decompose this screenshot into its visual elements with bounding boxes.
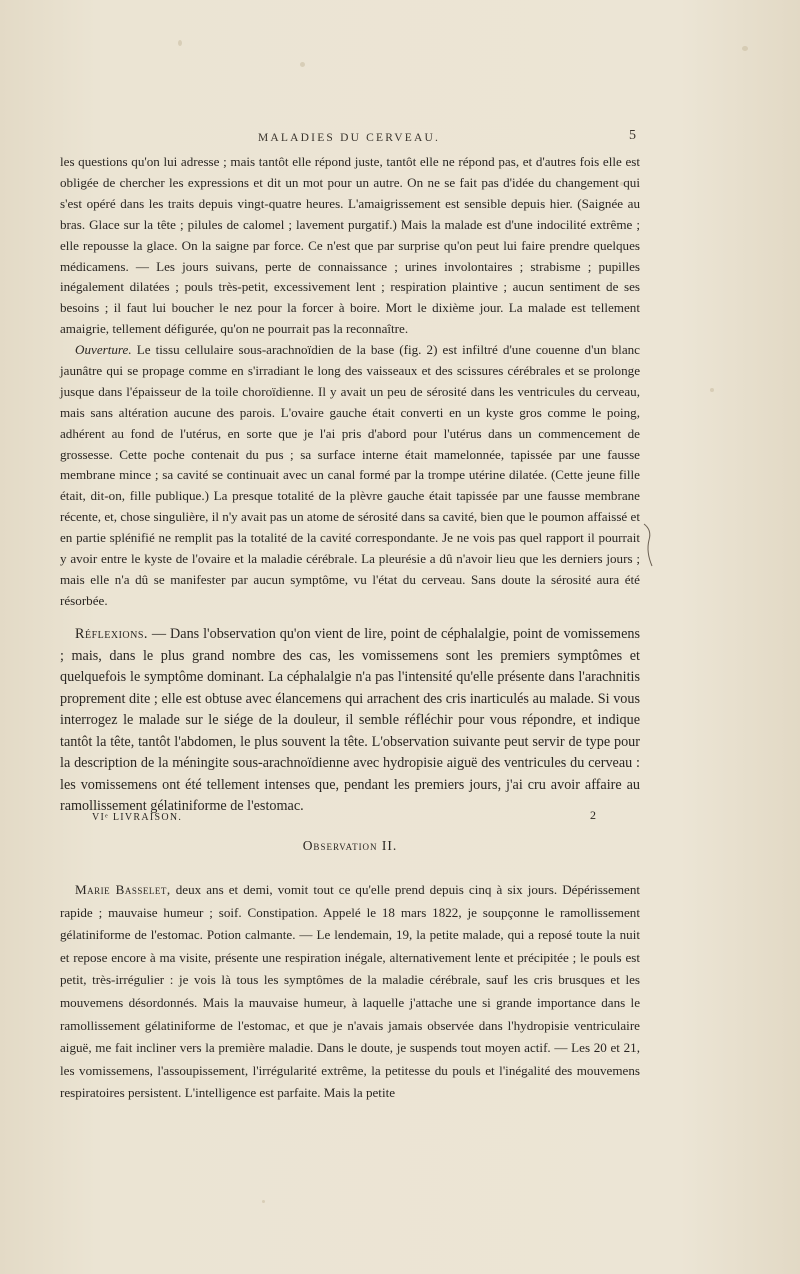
autopsy-text: Le tissu cellulaire sous-arachnoïdien de la base (fig. 2) est infiltré d'une couenne d'un blanc jaunâtre qui se propage comme en s'irradiant le long des vaisseaux et des scissures cérébrales et se prolonge jusque dans l'épaisseur de la toile choroïdienne. Il y avait un peu de sérosité dans les ventricules du cerveau, mais sans altération aucune des parois. L'ovaire gauche était converti en un kyste gros comme le poing, adhérent au fond de l'utérus, en sorte que je l'ai pris d'abord pour l'utérus dans un commencement de grossesse. Cette poche contenait du pus ; sa surface interne était mamelonnée, tapissée par une fausse membrane mince ; sa cavité se continuait avec un canal formé par la trompe utérine dilatée. (Cette jeune fille était, dit-on, fille publique.) La presque totalité de la plèvre gauche était tapissée par une fausse membrane récente, et, chose singulière, il n'y avait pas un atome de sérosité dans sa cavité, bien que le poumon affaissé et en partie splénifié ne remplit pas la totalité de la cavité correspondante. Je ne vois pas quel rapport il pourrait y avoir entre le kyste de l'ovaire et la maladie cérébrale. La pleurésie a dû n'avoir lieu que les derniers jours ; mais elle n'a dû se manifester par aucun symptôme, vu l'état du cerveau. Sans doute la sérosité aura été résorbée. <box>60 342 640 608</box>
paragraph-observation-two <box>60 879 640 1105</box>
page-number: 5 <box>629 128 636 143</box>
margin-bracket-mark <box>642 522 656 568</box>
reflections-text: — Dans l'observation qu'on vient de lire, point de céphalalgie, point de vomissemens ; mais, dans le plus grand nombre des cas, les vomissemens sont les premiers symptômes et quelquefois le symptôme dominant. La céphalalgie n'a pas l'intensité qu'elle présente dans l'arachnitis proprement dite ; elle est obtuse avec élancemens qui arrachent des cris inarticulés au malade. Si vous interrogez le malade sur le siége de la douleur, il semble réfléchir pour vous répondre, et indique tantôt la tête, tantôt l'abdomen, le plus souvent la tête. L'observation suivante peut servir de type pour la description de la méningite sous-arachnoïdienne avec hydropisie aiguë des ventricules du cerveau : les vomissemens ont été tellement intenses que, pendant les premiers jours, j'ai cru avoir affaire au ramollissement gélatiniforme de l'estomac. <box>60 626 640 814</box>
running-title: MALADIES DU CERVEAU. <box>258 132 441 144</box>
section-title: Observation II. <box>302 838 398 853</box>
paragraph-autopsy <box>60 340 640 612</box>
page-header <box>0 128 800 152</box>
paper-spot <box>742 46 748 51</box>
signature-mark: 2 <box>590 808 596 822</box>
patient-name: Marie Basselet, <box>75 882 171 897</box>
signature-line: VIᵉ LIVRAISON. <box>92 812 183 823</box>
paper-spot <box>300 62 305 67</box>
observation-two-text: deux ans et demi, vomit tout ce qu'elle prend depuis cinq à six jours. Dépérissement rapide ; mauvaise humeur ; soif. Constipation. Appelé le 18 mars 1822, je soupçonne le ramollissement gélatiniforme de l'estomac. Potion calmante. — Le lendemain, 19, la petite malade, qui a reposé toute la nuit et repose encore à ma visite, présente une respiration inégale, alternativement lente et précipitée ; le pouls est petit, très-irrégulier : je vois là tous les symptômes de la maladie cérébrale, sauf les cris brusques et les mouvemens désordonnés. Mais la mauvaise humeur, à laquelle j'attache une si grande importance dans le ramollissement gélatiniforme de l'estomac, et que je n'avais jamais observée dans l'hydropisie ventriculaire aiguë, me fait incliner vers la première maladie. Dans le doute, je suspends tout moyen actif. — Les 20 et 21, les vomissemens, l'assoupissement, l'irrégularité extrême, la petitesse du pouls et l'inégalité des mouvemens respiratoires persistent. L'intelligence est parfaite. Mais la petite <box>60 882 641 1101</box>
paragraph-reflections <box>60 624 640 818</box>
reflections-label: Réflexions. <box>75 626 148 642</box>
paragraph-case-continuation: les questions qu'on lui adresse ; mais tantôt elle répond juste, tantôt elle ne répond pas, et d'autres fois elle est obligée de chercher les expressions et dit un mot pour un autre. On ne se fait pas d'idée du changement qui s'est opéré dans les traits depuis vingt-quatre heures. L'amaigrissement est sensible depuis hier. (Saignée au bras. Glace sur la tête ; pilules de calomel ; lavement purgatif.) Mais la malade est d'une indocilité extrême ; elle repousse la glace. On la saigne par force. Ce n'est que par surprise qu'on peut lui faire prendre quelques médicamens. — Les jours suivans, perte de connaissance ; urines involontaires ; strabisme ; pupilles inégalement dilatées ; pouls très-petit, excessivement lent ; respiration plaintive ; aucun sentiment de ses besoins ; il faut lui boucher le nez pour la forcer à boire. Mort le dixième jour. La malade est tellement amaigrie, tellement défigurée, qu'on ne pourrait pas la reconnaître. <box>60 154 640 337</box>
autopsy-label: Ouverture. <box>75 342 132 357</box>
paper-spot <box>710 388 714 392</box>
page-footer <box>0 808 800 828</box>
paper-spot <box>262 1200 265 1203</box>
paper-spot <box>178 40 182 46</box>
